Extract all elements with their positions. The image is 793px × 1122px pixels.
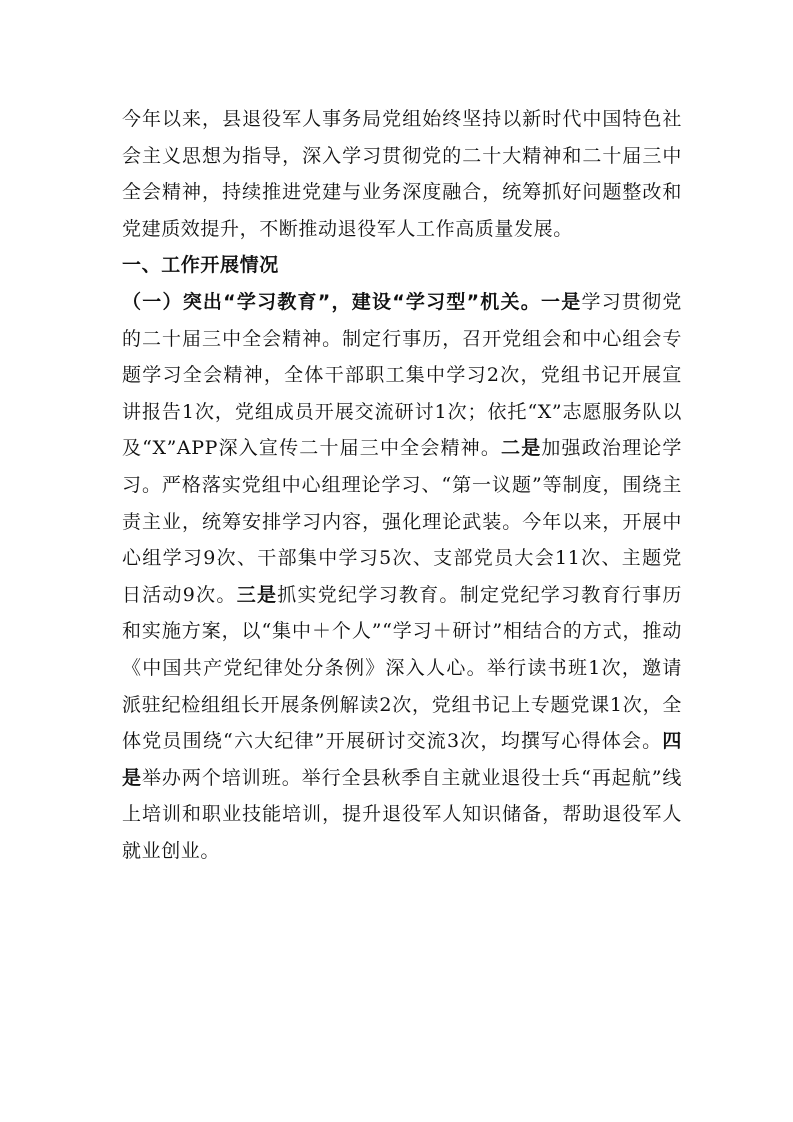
item-lead-2: 二是	[501, 437, 542, 460]
item-lead-3: 三是	[236, 583, 278, 606]
item-text-4: 举办两个培训班。举行全县秋季自主就业退役士兵“再起航”线上培训和职业技能培训，提升退役军人知识储备，帮助退役军人就业创业。	[122, 766, 682, 862]
subsection-paragraph	[122, 284, 682, 870]
document-body	[122, 101, 682, 869]
item-text-1: 学习贯彻党的二十届三中全会精神。制定行事历，召开党组会和中心组会专题学习全会精神，全体干部职工集中学习2次，党组书记开展宣讲报告1次，党组成员开展交流研讨1次；依托“X”志愿服务队以及“X”APP深入宣传二十届三中全会精神。	[122, 290, 682, 460]
item-text-2: 加强政治理论学习。严格落实党组中心组理论学习、“第一议题”等制度，围绕主责主业，统筹安排学习内容，强化理论武装。今年以来，开展中心组学习9次、干部集中学习5次、支部党员大会11次、主题党日活动9次。	[122, 437, 683, 606]
item-lead-1: 一是	[541, 290, 582, 313]
section-heading: 一、工作开展情况	[122, 254, 279, 277]
intro-paragraph: 今年以来，县退役军人事务局党组始终坚持以新时代中国特色社会主义思想为指导，深入学习贯彻党的二十大精神和二十届三中全会精神，持续推进党建与业务深度融合，统筹抓好问题整改和党建质效提升，不断推动退役军人工作高质量发展。	[122, 108, 682, 240]
item-lead-4: 四是	[122, 730, 682, 789]
item-text-3: 抓实党纪学习教育。制定党纪学习教育行事历和实施方案，以“集中＋个人”“学习＋研讨”相结合的方式，推动《中国共产党纪律处分条例》深入人心。举行读书班1次，邀请派驻纪检组组长开展条例解读2次，党组书记上专题党课1次，全体党员围绕“六大纪律”开展研讨交流3次，均撰写心得体会。	[122, 583, 682, 753]
subsection-title: （一）突出“学习教育”，建设“学习型”机关。	[122, 290, 541, 313]
